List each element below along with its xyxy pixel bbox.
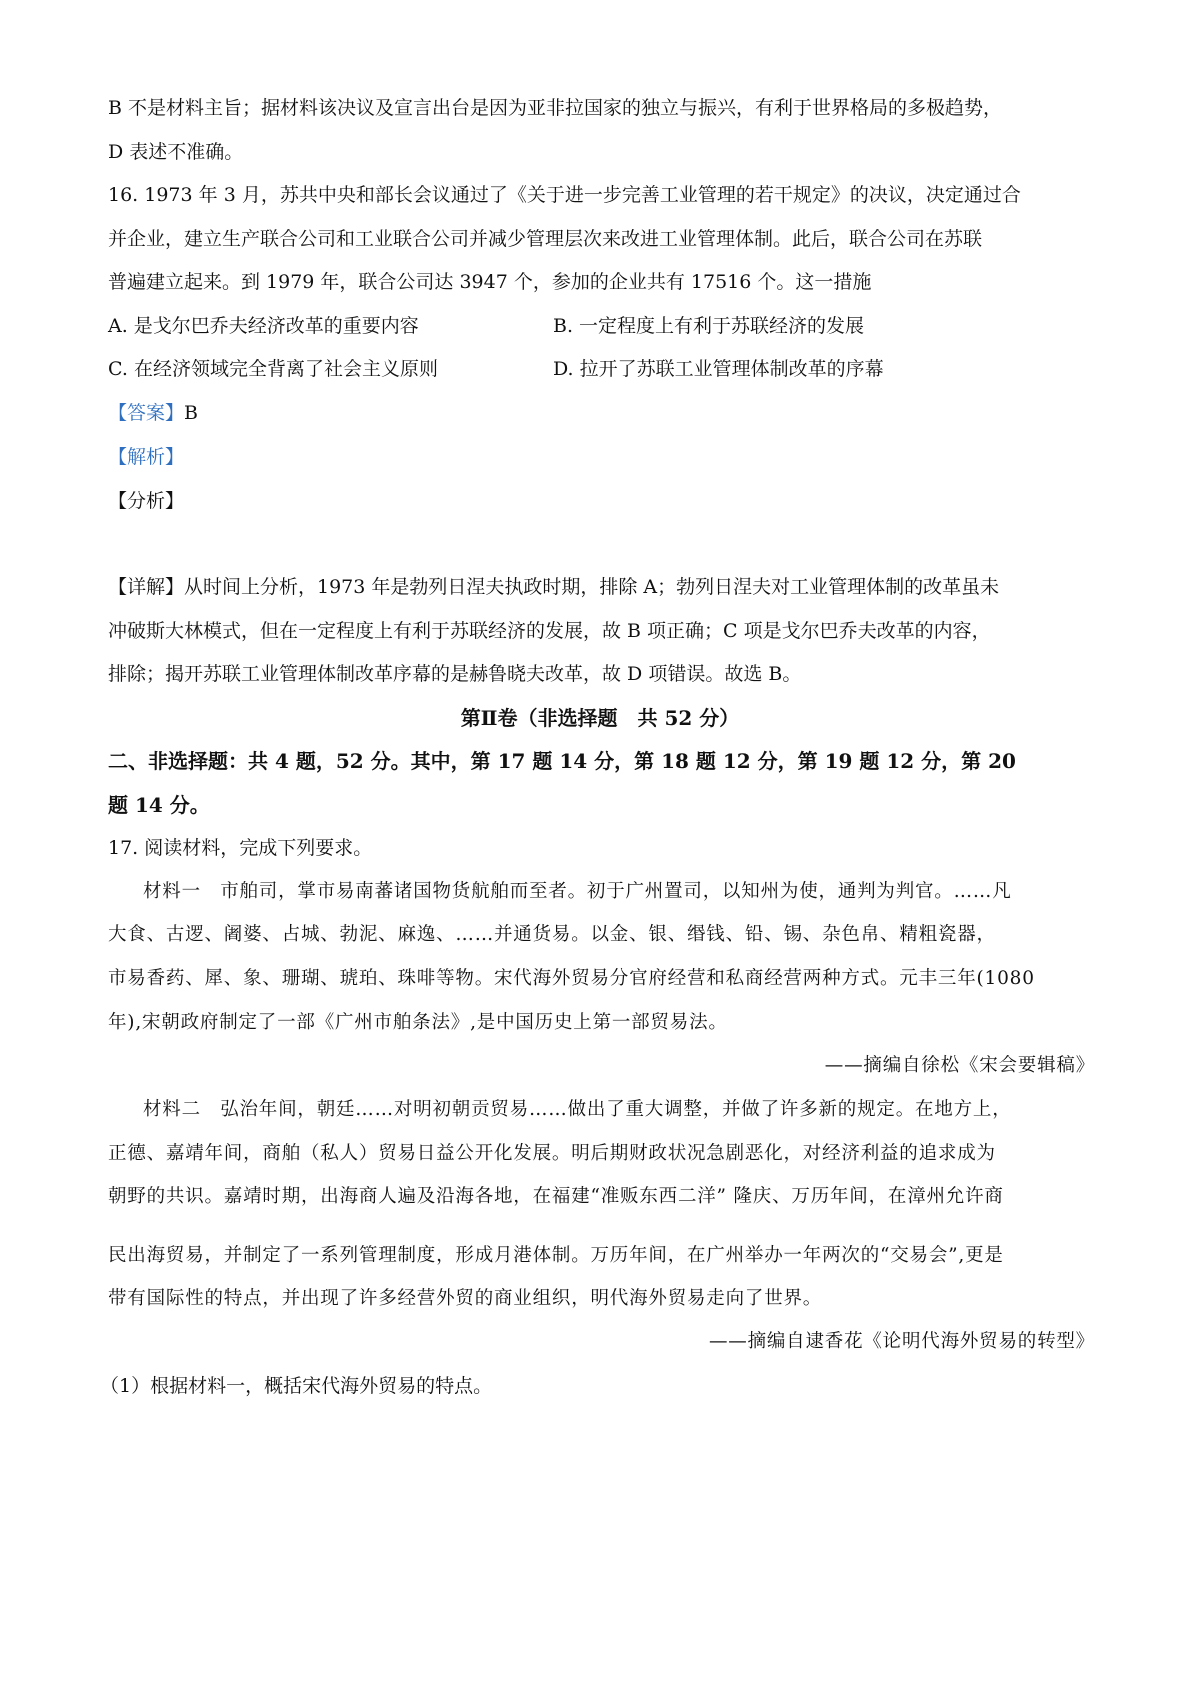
part2-title: 第Ⅱ卷（非选择题 共 52 分）	[460, 706, 740, 730]
prev-explanation-line-1: B 不是材料主旨；据材料该决议及宣言出台是因为亚非拉国家的独立与振兴，有利于世界格局的多极趋势，	[108, 97, 1003, 119]
q16-option-c: C. 在经济领域完全背离了社会主义原则	[108, 358, 438, 380]
material2-source: ——摘编自逮香花《论明代海外贸易的转型》	[708, 1331, 1095, 1352]
material1-line-1: 材料一 市舶司，掌市易南蕃诸国物货航舶而至者。初于广州置司，以知州为使，通判为判官。……凡	[143, 881, 1012, 902]
q16-detail-line-3: 排除；揭开苏联工业管理体制改革序幕的是赫鲁晓夫改革，故 D 项错误。故选 B。	[108, 663, 802, 685]
q16-option-d: D. 拉开了苏联工业管理体制改革的序幕	[553, 358, 884, 380]
material1-source: ——摘编自徐松《宋会要辑稿》	[824, 1055, 1095, 1076]
q16-option-b: B. 一定程度上有利于苏联经济的发展	[553, 315, 865, 337]
q16-answer	[108, 400, 198, 426]
section2-heading-line-1: 二、非选择题：共 4 题，52 分。其中，第 17 题 14 分，第 18 题 12 分，第 19 题 12 分，第 20	[108, 749, 1016, 773]
q16-stem-line-3: 普遍建立起来。到 1979 年，联合公司达 3947 个，参加的企业共有 17516 个。这一措施	[108, 271, 872, 293]
q17-subquestion-1: （1）根据材料一，概括宋代海外贸易的特点。	[100, 1375, 493, 1397]
material1-line-2: 大食、古逻、阇婆、占城、勃泥、麻逸、……并通货易。以金、银、缗钱、铅、锡、杂色帛、精粗瓷器，	[108, 924, 996, 945]
analysis-tag: 【解析】	[108, 446, 185, 468]
q16-stem-line-2: 并企业，建立生产联合公司和工业联合公司并减少管理层次来改进工业管理体制。此后，联合公司在苏联	[108, 228, 983, 250]
material2-line-4: 民出海贸易，并制定了一系列管理制度，形成月港体制。万历年间，在广州举办一年两次的“交易会”,更是	[108, 1245, 1004, 1266]
answer-tag: 【答案】	[108, 402, 185, 424]
q16-detail-line-2: 冲破斯大林模式，但在一定程度上有利于苏联经济的发展，故 B 项正确；C 项是戈尔巴乔夫改革的内容，	[108, 620, 991, 642]
material2-line-1: 材料二 弘治年间，朝廷……对明初朝贡贸易……做出了重大调整，并做了许多新的规定。在地方上，	[143, 1099, 1012, 1120]
material1-line-3: 市易香药、犀、象、珊瑚、琥珀、珠啡等物。宋代海外贸易分官府经营和私商经营两种方式。元丰三年(1080	[108, 968, 1035, 989]
material2-line-3: 朝野的共识。嘉靖时期，出海商人遍及沿海各地，在福建“准贩东西二洋” 隆庆、万历年间，在漳州允许商	[108, 1186, 1004, 1207]
material2-line-2: 正德、嘉靖年间，商舶（私人）贸易日益公开化发展。明后期财政状况急剧恶化，对经济利益的追求成为	[108, 1143, 996, 1164]
material2-line-5: 带有国际性的特点，并出现了许多经营外贸的商业组织，明代海外贸易走向了世界。	[108, 1288, 823, 1309]
section2-heading-line-2: 题 14 分。	[108, 793, 210, 817]
answer-value: B	[184, 402, 198, 424]
fenxi-tag: 【分析】	[108, 490, 185, 512]
q16-detail-line-1: 【详解】从时间上分析，1973 年是勃列日涅夫执政时期，排除 A；勃列日涅夫对工业管理体制的改革虽未	[108, 576, 1000, 598]
q17-stem: 17. 阅读材料，完成下列要求。	[108, 837, 373, 859]
prev-explanation-line-2: D 表述不准确。	[108, 141, 244, 163]
material1-line-4: 年),宋朝政府制定了一部《广州市舶条法》,是中国历史上第一部贸易法。	[108, 1012, 728, 1033]
q16-option-a: A. 是戈尔巴乔夫经济改革的重要内容	[108, 315, 419, 337]
q16-stem-line-1: 16. 1973 年 3 月，苏共中央和部长会议通过了《关于进一步完善工业管理的若干规定》的决议，决定通过合	[108, 184, 1021, 206]
